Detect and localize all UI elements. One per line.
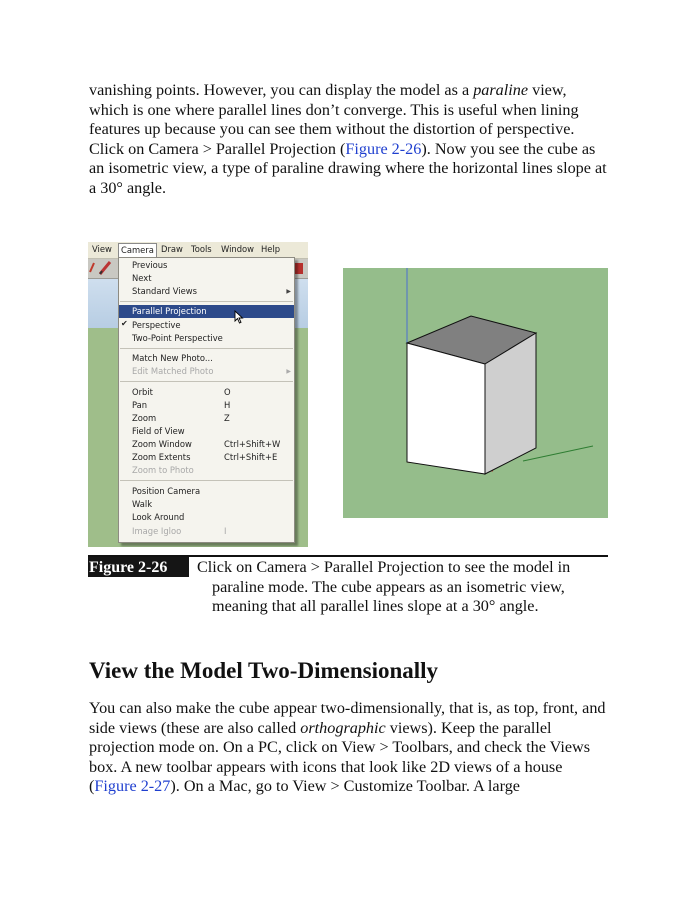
shortcut-zoom-window: Ctrl+Shift+W	[224, 439, 281, 449]
menu-separator	[120, 381, 293, 382]
menu-item-match-new-photo[interactable]: Match New Photo...	[132, 353, 213, 363]
text-run: ). Now you see the cube as an isometric view, a type of paraline drawing where the horizontal lines slope at a 30° angle.	[89, 139, 607, 197]
text-run: You can also make the cube appear two-dimensionally, that is, as top, front, and side views (these are also called	[89, 699, 606, 737]
menu-item-look-around[interactable]: Look Around	[132, 512, 185, 522]
shortcut-pan: H	[224, 400, 231, 410]
section-heading: View the Model Two-Dimensionally	[89, 658, 439, 683]
text-run: ). On a Mac, go to View > Customize Toolbar. A large	[170, 777, 520, 796]
menu-item-field-of-view[interactable]: Field of View	[132, 426, 185, 436]
body-paragraph-2	[89, 699, 609, 797]
menu-item-parallel-projection[interactable]: Parallel Projection	[132, 306, 207, 316]
emphasis-paraline: paraline	[473, 81, 529, 99]
menu-item-next[interactable]: Next	[132, 273, 152, 283]
menu-separator	[120, 480, 293, 481]
menu-tools[interactable]: Tools	[191, 244, 212, 254]
menu-separator	[120, 301, 293, 302]
menu-item-edit-matched-photo: Edit Matched Photo	[132, 366, 214, 376]
text-run: views). Keep the parallel projection mode on. On a PC, click on View > Toolbars, and check the Views box. A new toolbar appears with icons that look like 2D views of a house (	[89, 718, 591, 796]
camera-menu-screenshot	[88, 242, 308, 547]
submenu-arrow-icon: ▶	[286, 368, 291, 375]
pencil-icon	[88, 258, 118, 278]
text-run: vanishing points. However, you can display the model as a	[89, 81, 474, 99]
text-run: view, which is one where parallel lines don’t converge. This is useful when lining features up because you can see them without the distortion of perspective. Click on Camera > Parallel Projection (	[89, 81, 579, 158]
menu-window[interactable]: Window	[221, 244, 255, 254]
figure-caption: Click on Camera > Parallel Projection to see the model in paraline mode. The cube appears as an isometric view, meaning that all parallel lines slope at a 30° angle.	[197, 558, 571, 616]
toolbar-icon	[294, 263, 303, 274]
body-paragraph-1	[89, 81, 609, 199]
menu-item-position-camera[interactable]: Position Camera	[132, 486, 201, 496]
menu-item-image-igloo: Image Igloo	[132, 526, 182, 536]
shortcut-image-igloo: I	[224, 526, 227, 536]
mouse-cursor-icon	[234, 310, 244, 324]
figure-link-2-26[interactable]: Figure 2-26	[345, 139, 422, 158]
isometric-cube-figure	[343, 268, 608, 518]
cube-front-face	[407, 343, 485, 474]
shortcut-zoom-extents: Ctrl+Shift+E	[224, 452, 278, 462]
menu-item-zoom-extents[interactable]: Zoom Extents	[132, 452, 191, 462]
menu-item-walk[interactable]: Walk	[132, 499, 153, 509]
menu-item-two-point-perspective[interactable]: Two-Point Perspective	[132, 333, 223, 343]
menu-item-previous[interactable]: Previous	[132, 260, 168, 270]
menu-item-pan[interactable]: Pan	[132, 400, 148, 410]
menu-draw[interactable]: Draw	[161, 244, 183, 254]
figure-link-2-27[interactable]: Figure 2-27	[94, 777, 171, 796]
isometric-cube-drawing	[343, 268, 608, 518]
menu-item-zoom-window[interactable]: Zoom Window	[132, 439, 192, 449]
submenu-arrow-icon: ▶	[286, 288, 291, 295]
menu-separator	[120, 348, 293, 349]
menu-item-standard-views[interactable]: Standard Views	[132, 286, 197, 296]
figure-label: Figure 2-26	[88, 557, 189, 577]
menu-view[interactable]: View	[92, 244, 112, 254]
emphasis-orthographic: orthographic	[300, 718, 386, 737]
menu-camera[interactable]: Camera	[118, 243, 157, 258]
checkmark-icon: ✔	[121, 319, 128, 328]
menu-item-orbit[interactable]: Orbit	[132, 387, 153, 397]
menu-help[interactable]: Help	[261, 244, 281, 254]
menu-item-perspective[interactable]: Perspective	[132, 320, 181, 330]
shortcut-zoom: Z	[224, 413, 230, 423]
shortcut-orbit: O	[224, 387, 231, 397]
menu-item-zoom-to-photo: Zoom to Photo	[132, 465, 194, 475]
camera-menu-items	[118, 257, 295, 543]
menu-item-zoom[interactable]: Zoom	[132, 413, 157, 423]
